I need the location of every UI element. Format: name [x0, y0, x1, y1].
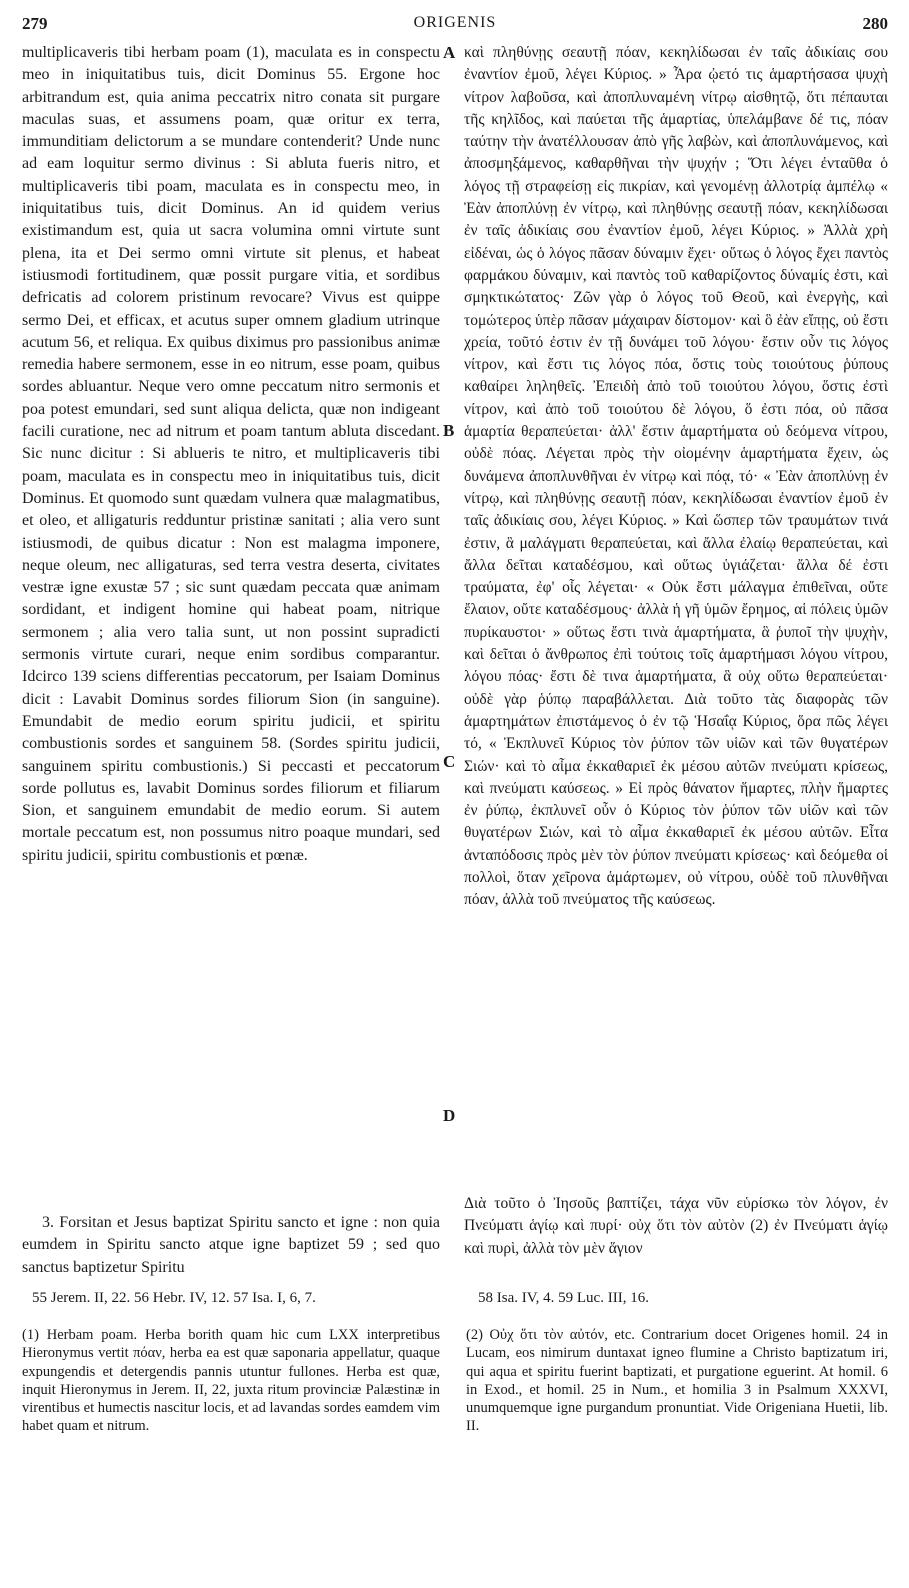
section-3-greek — [464, 1193, 888, 1260]
footnote-left — [22, 1326, 440, 1436]
references-left: 55 Jerem. II, 22. 56 Hebr. IV, 12. 57 Isa. I, 6, 7. — [32, 1290, 316, 1306]
section-3-latin — [22, 1212, 440, 1279]
running-title: ORIGENIS — [413, 14, 497, 31]
greek-main-text: καὶ πληθύνῃς σεαυτῇ πόαν, κεκηλίδωσαι ἐν ταῖς ἀδικίαις σου ἐναντίον ἐμοῦ, λέγει Κύριος. » Ἆρα ᾠετό τις ἁμαρτήσασα ψυχὴ νίτρον λαβοῦσα, καὶ ἀποπλυναμένη νίτρῳ αἰσθητῷ, ὅτι πέπαυται τῆς κηλῖδος, καὶ παύεται τῆς ἁμαρτίας, ὑπελάμβανε δέ τις, πόαν ταύτην τὴν ἀνατέλλουσαν ἀπὸ γῆς λαβὼν, καὶ ἀποπλυνάμενος, καὶ ἀποσμηξάμενος, καθαρθῆναι τὴν ψυχήν ; Ὅτι λέγει ἐνταῦθα ὁ λόγος τῇ στραφείσῃ εἰς πικρίαν, καὶ γενομένῃ ἀλλοτρίᾳ ἀμπέλῳ « Ἐὰν ἀποπλύνῃ ἐν νίτρῳ, καὶ πληθύνῃς σεαυτῇ πόαν, κεκηλίδωσαι ἐν ταῖς ἀδικίαις σου ἐναντίον ἐμοῦ, λέγει Κύριος. » Ἀλλὰ χρὴ εἰδέναι, ὡς ὁ λόγος πᾶσαν δύναμιν ἔχει· οὕτως ὁ λόγος ἔχει παντὸς φαρμάκου δύναμιν, καὶ παντὸς τοῦ καθαρίζοντος δύναμίς ἐστι, καὶ σμηκτικώτατος· Ζῶν γὰρ ὁ λόγος τοῦ Θεοῦ, καὶ ἐνεργὴς, καὶ τομώτερος ὑπὲρ πᾶσαν μάχαιραν δίστομον· καὶ ὃ ἐὰν εἴπῃς, οὐ ἔστι χρεία, τοῦτό ἐστιν ἐν τῇ δυνάμει τοῦ λόγου· ἔστιν οὖν τις λόγος νίτρον, καὶ ἔστι τις λόγος πόα, ὅστις τοὺς τοιούτους ῥύπους καθαίρει ληληθεῖς. Ἐπειδὴ ἀπὸ τοῦ τοιούτου λόγου, ὅστις ἐστὶ νίτρον, καὶ ἀπὸ τοῦ τοιούτου δὲ λόγου, ὅ ἐστι πόα, οὐ πᾶσα ἁμαρτία θεραπεύεται· ἀλλ' ἔστιν ἁμαρτήματα οὐ δεόμενα νίτρου, οὐδὲ πόας. Λέγεται πρὸς τὴν οἰομένην ἁμαρτήματα ἔχειν, ὡς δυνάμενα ἀποπλυνθῆναι ἐν νίτρῳ καὶ πόᾳ, τό· « Ἐὰν ἀποπλύνῃ ἐν νίτρῳ, καὶ πληθύνῃς σεαυτῇ πόαν, κεκηλίδωσαι ἐναντίον ἐμοῦ ἐν ταῖς ἀδικίαις σου, λέγει Κύριος. » Καὶ ὥσπερ τῶν τραυμάτων τινά ἐστιν, ἃ μαλάγματι θεραπεύεται, καὶ ἄλλα ἐλαίῳ θεραπεύεται, καὶ ἄλλα δεῖται καταδέσμου, καὶ οὕτως ὑγιάζεται· ἄλλα δέ ἐστι τραύματα, ἐφ' οἷς λέγεται· « Οὐκ ἔστι μάλαγμα ἐπιθεῖναι, οὔτε ἔλαιον, οὔτε καταδέσμους· ἀλλὰ ἡ γῆ ὑμῶν ἔρημος, αἱ πόλεις ὑμῶν πυρίκαυστοι· » οὕτως ἔστι τινὰ ἁμαρτήματα, ἃ ῥυποῖ τὴν ψυχὴν, καὶ δεῖται ὁ ἄνθρωπος ἐπὶ τούτοις τοῖς ἁμαρτήμασι λόγου νίτρου, λόγου πόας· ἔστι δὲ τινα ἁμαρτήματα, ἃ οὐχ οὕτω θεραπεύεται· οὐδὲ γὰρ ῥύπῳ παραβάλλεται. Διὰ τοῦτο τὰς διαφορὰς τῶν ἁμαρτημάτων ἐπιστάμενος ὁ ἐν τῷ Ἡσαΐᾳ Κύριος, ὅρα πῶς λέγει τό, « Ἐκπλυνεῖ Κύριος τὸν ῥύπον τῶν υἱῶν καὶ τῶν θυγατέρων Σιών· καὶ τὸ αἷμα ἐκκαθαριεῖ ἐκ μέσου αὐτῶν πνεύματι κρίσεως, καὶ πνεύματι καύσεως. » Εἰ πρὸς θάνατον ἥμαρτες, πλὴν ἥμαρτες ἐν ῥύπῳ, ἐκπλυνεῖ οὖν ὁ Κύριος τὸν ῥύπον τῶν υἱῶν καὶ τῶν θυγατέρων Σιών, καὶ τὸ αἷμα ἐκκαθαριεῖ ἐκ μέσου αὐτῶν. Εἶτα ἀνταπόδοσις πρὸς μὲν τὸν ῥύπον πνεύματι κρίσεως· καὶ δεόμεθα οἱ πολλοὶ, ὅταν χεῖρονα ἁμάρτωμεν, οὐ νίτρου, οὐδὲ τοῦ πλυνθῆναι πόαν, ἀλλὰ τοῦ πνεύματος τῆς καύσεως. — [464, 44, 888, 909]
section-3-latin-text: 3. Forsitan et Jesus baptizat Spiritu sancto et igne : non quia eumdem in Spiritu sancto atque igne baptizet 59 ; sed quo sanctus baptizetur Spiritu — [22, 1214, 440, 1276]
section-3-greek-text: Διὰ τοῦτο ὁ Ἰησοῦς βαπτίζει, τάχα νῦν εὑρίσκω τὸν λόγον, ἐν Πνεύματι ἁγίῳ καὶ πυρί· οὐχ ὅτι τὸν αὐτὸν (2) ἐν Πνεύματι ἁγίῳ καὶ πυρὶ, ἀλλὰ τὸν μὲν ἅγιον — [464, 1195, 888, 1257]
greek-column — [464, 42, 888, 912]
latin-column — [22, 42, 440, 867]
margin-letter-a: A — [443, 43, 456, 62]
page-number-right: 280 — [862, 14, 888, 33]
margin-letter-b: B — [443, 421, 455, 440]
footnote-right — [466, 1326, 888, 1436]
margin-letter-d: D — [443, 1106, 456, 1125]
references-right: 58 Isa. IV, 4. 59 Luc. III, 16. — [478, 1290, 649, 1306]
latin-main-text: multiplicaveris tibi herbam poam (1), maculata es in conspectu meo in iniquitatibus tuis, dicit Dominus 55. Ergone hoc arbitrandum est, quia anima peccatrix nitro conata sit purgare maculas suas, et assumens poam, quæ oritur ex terra, immunditiam delictorum a se mundare contenderit? Unde nunc ad eam loquitur sermo divinus : Si abluta fueris nitro, et multiplicaveris tibi poam, maculata es in conspectu meo, in iniquitatibus tuis, dicit Dominus. An id quidem verius existimandum est, quia ut sacra volumina omni virtute sunt plena, ita et Dei sermo omni virtute sit plenus, et habeat istiusmodi fortitudinem, quæ possit purgare vitia, et sordibus defricatis ad colorem pristinum revocare? Vivus est quippe sermo Dei, et efficax, et acutus super omnem gladium utrinque acutum 56, et reliqua. Ex quibus diximus pro passionibus animæ remedia habere sermonem, esse in eo nitrum, esse poam, quibus sordes abluantur. Neque vero omne peccatum nitro sermonis et poa potest emundari, sed sunt aliqua delicta, quæ non indigeant facili curatione, nec ad nitrum et poam tantum abluta discedant. Sic nunc dicitur : Si ablueris te nitro, et multiplicaveris tibi poam, maculata es in conspectu meo in iniquitatibus tuis, dicit Dominus. Et quomodo sunt quædam vulnera quæ malagmatibus, et oleo, et alligaturis redduntur pristinæ sanitati ; alia vero sunt istiusmodi, de quibus dicatur : Non est malagma imponere, neque oleum, nec alligaturas, sed terra vestra deserta, civitates vestræ igne exustæ 57 ; sic sunt quædam peccata quæ animam sordidant, et indigent homine qui habeat poam, nitrique sermonem ; alia vero talia sunt, ut non possint supradicti sermonis virtute curari, neque enim sordibus comparantur. Idcirco 139 sciens differentias peccatorum, per Isaiam Dominus dicit : Lavabit Dominus sordes filiorum Sion (in sanguine). Emundabit de medio eorum spiritu judicii, et spiritu combustionis sordes et sanguinem 58. (Sordes spiritu judicii, sanguinem spiritu combustionis.) Si peccasti et peccatorum sorde pollutus es, lavabit Dominus sordes filiorum et filiarum Sion, et sanguinem emundabit de medio eorum. Si autem mortale peccatum est, non possumus nitro poaque mundari, sed spiritu judicii, spiritu combustionis et pœnæ. — [22, 44, 440, 864]
page-number-left: 279 — [22, 14, 48, 33]
footnote-left-text: (1) Herbam poam. Herba borith quam hic cum LXX interpretibus Hieronymus vertit πόαν, herba ea est quæ saponaria appellatur, quaque expungendis et detergendis pannis utuntur fullones. Herba est quæ, inquit Hieronymus in Jerem. II, 22, juxta ritum provinciæ Palæstinæ in virentibus et humectis nascitur locis, et ad lavandas sordes eamdem vim habet quam et nitrum. — [22, 1327, 440, 1435]
margin-letter-c: C — [443, 752, 456, 771]
footnote-right-text: (2) Οὐχ ὅτι τὸν αὐτόν, etc. Contrarium docet Origenes homil. 24 in Lucam, eos nimirum duntaxat igneo flumine a Christo baptizatum iri, qui aqua et spiritu fuerint baptizati, et purgatione eguerint. At homil. 6 in Exod., et homil. 25 in Num., et homilia 3 in Psalmum XXXVI, unumquemque igne purgandum pronuntiat. Vide Origeniana Huetii, lib. II. — [466, 1327, 888, 1435]
page-header — [22, 14, 888, 38]
